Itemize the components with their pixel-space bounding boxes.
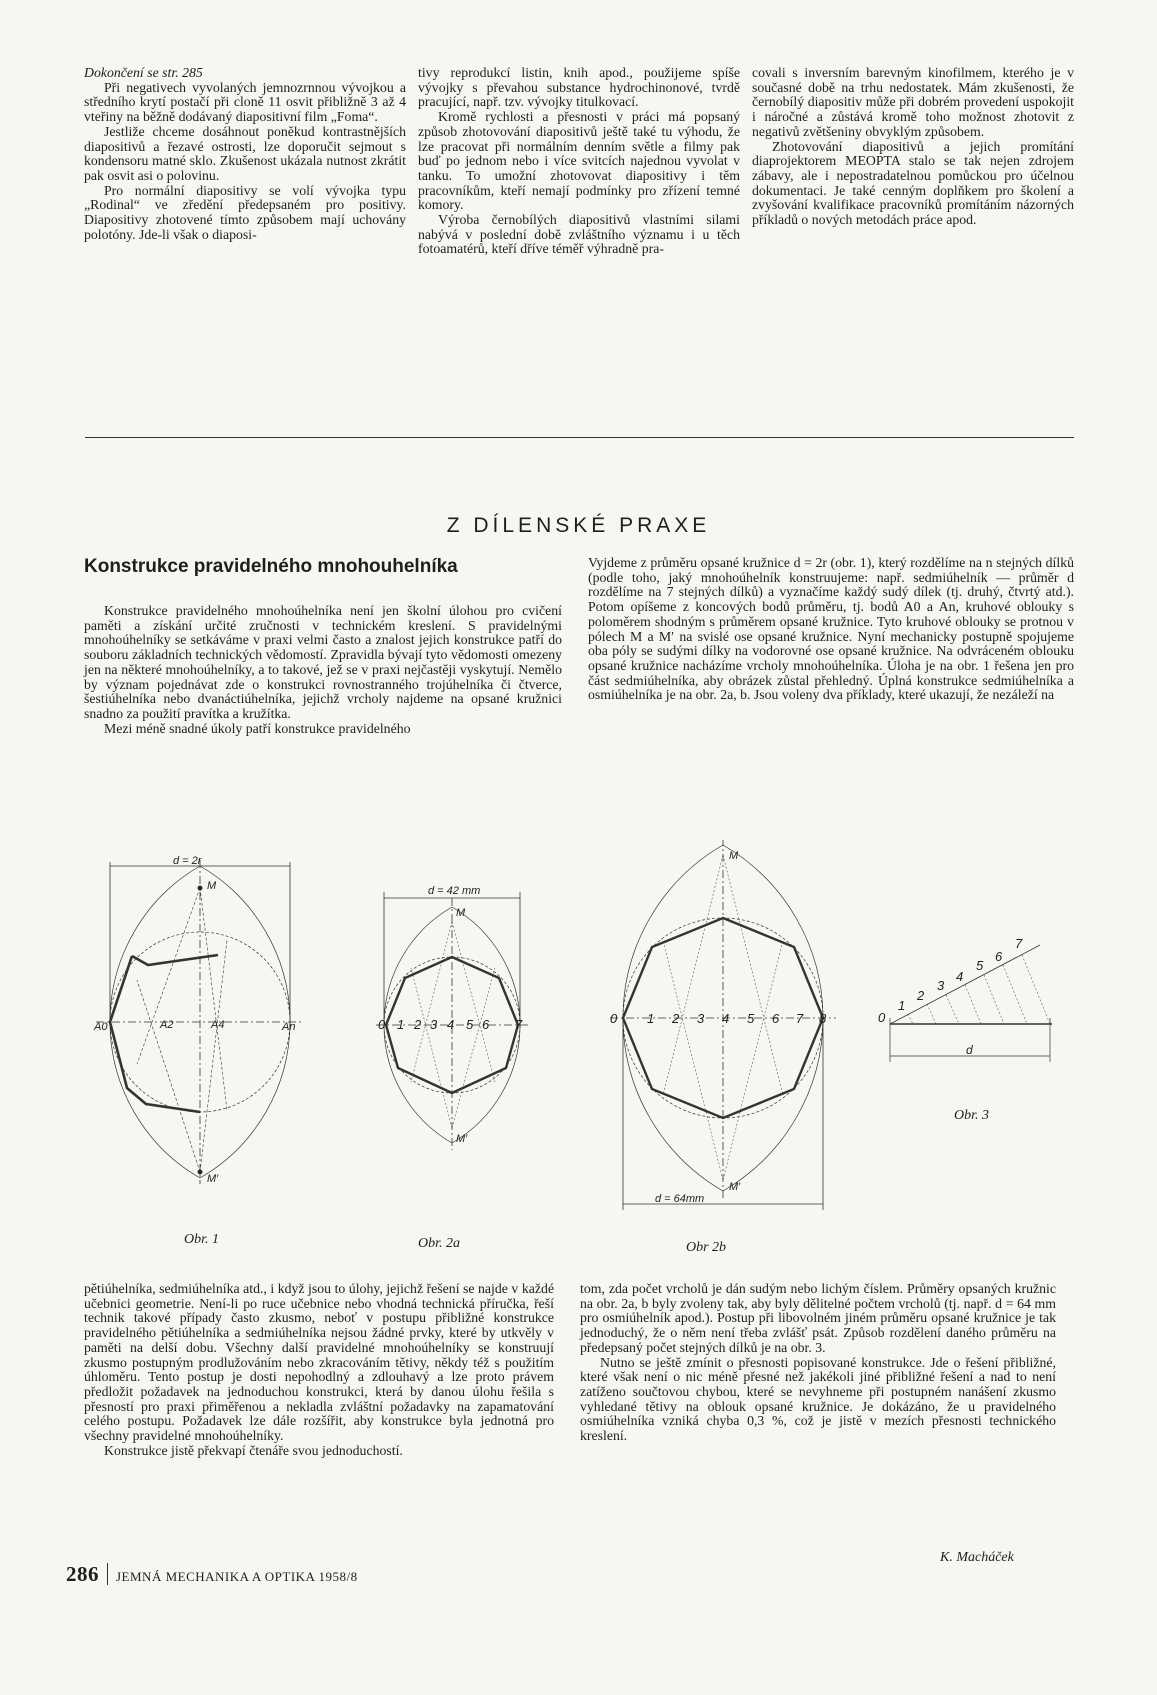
- fig2a-d-label: d = 42 mm: [428, 885, 481, 897]
- article-left-bottom: [84, 1282, 554, 1458]
- caption-fig1: Obr. 1: [184, 1232, 220, 1247]
- fig2b-num: 5: [747, 1011, 755, 1026]
- figure-1: [96, 860, 304, 1184]
- paragraph: Konstrukce jistě překvapí čtenáře svou jednoduchostí.: [104, 1442, 403, 1458]
- fig2a-num: 6: [482, 1017, 490, 1032]
- fig2b-num: 2: [672, 1011, 680, 1026]
- fig2b-num: 3: [697, 1011, 705, 1026]
- fig1-pole-m: M: [207, 880, 217, 892]
- fig2b-num: 1: [647, 1011, 655, 1026]
- author-signature: K. Macháček: [940, 1550, 1014, 1565]
- fig2a-num: 1: [397, 1017, 405, 1032]
- paragraph: Nutno se ještě zmínit o přesnosti popisované konstrukce. Jde o řešení přibližné, které však není o nic méně přesné než jakékoli jiné přibližné řešení a nad to není zatíženo součtovou chybou, které se nevyhneme při postupném nanášení zkusmo vyhledané tětivy na oblouk opsané kružnice. Je dokázáno, že u pravidelného osmiúhelníka vzniká chyba 0,3 %, což je jistě v mezích přesnosti technického kreslení.: [580, 1354, 1056, 1444]
- fig2a-num: 7: [515, 1017, 523, 1032]
- fig1-d-label: d = 2r: [173, 855, 202, 867]
- paragraph: Při negativech vyvolaných jemnozrnnou vývojkou a středního krytí postačí při cloně 11 osvit přibližně 3 až 4 vteřiny na běžně dodávaný diapositivní film „Foma“.: [84, 79, 406, 125]
- fig2b-num: 7: [796, 1011, 804, 1026]
- fig2a-num: 2: [414, 1017, 422, 1032]
- fig3-num: 2: [917, 988, 925, 1003]
- fig3-num: 7: [1015, 936, 1023, 951]
- fig2b-d-label: d = 64mm: [655, 1193, 705, 1205]
- paragraph: Výroba černobílých diapositivů vlastními silami nabývá v poslední době zvláštního významu i u těch fotoamatérů, kteří dříve téměř výhradně pra-: [418, 212, 740, 257]
- article-left-top: [84, 604, 562, 736]
- paragraph: Pro normální diapositivy se volí vývojka typu „Rodinal“ ve zředění předepsaném pro positivy. Diapositivy zhotovené tímto způsobem mají uchovány polotóny. Jde-li však o diaposi-: [84, 182, 406, 242]
- footer-divider: [107, 1563, 108, 1585]
- journal-name: JEMNÁ MECHANIKA A OPTIKA 1958/8: [116, 1569, 358, 1584]
- paragraph: tivy reprodukcí listin, knih apod., použijeme spíše vývojky s převahou substance hydrochinonové, tvrdě pracující, např. tzv. vývojky titulkovací.: [418, 65, 740, 110]
- fig2a-divisions: [378, 1017, 523, 1032]
- paragraph: Kromě rychlosti a přesnosti v práci má popsaný způsob zhotovování diapositivů ještě také tu výhodu, že lze pracovat při normálním denním světle a filmy pak buď po jednom nebo i více svitcích najednou vyvolat v tanku. To umožní zhotovovat diapositivy i těm pracovníkům, kteří nemají podmínky pro zřízení temné komory.: [418, 109, 740, 213]
- fig2b-pole-m: M: [729, 850, 739, 862]
- fig1-a2: A2: [160, 1019, 174, 1031]
- top-column-3: [752, 66, 1074, 228]
- fig3-num: 4: [956, 969, 964, 984]
- paragraph: Mezi méně snadné úkoly patří konstrukce pravidelného: [104, 720, 411, 736]
- fig2a-pole-m2: M′: [456, 1133, 468, 1145]
- fig2a-pole-m: M: [456, 907, 466, 919]
- fig2a-num: 0: [378, 1017, 386, 1032]
- caption-fig3: Obr. 3: [954, 1108, 990, 1123]
- fig3-num: 0: [878, 1010, 886, 1025]
- article-right-top: [588, 556, 1074, 703]
- page-footer: [66, 1562, 358, 1587]
- caption-fig2a: Obr. 2a: [418, 1236, 461, 1251]
- fig2b-num: 0: [610, 1011, 618, 1026]
- paragraph: pětiúhelníka, sedmiúhelníka atd., i když jsou to úlohy, jejichž řešení se najde v každé učebnici geometrie. Není-li po ruce učebnice nebo vhodná technická příručka, řeší technik takové případy často zkusmo, neboť v postupu přibližné konstrukce pravidelného pětiúhelníka a sedmiúhelníka nejsou žádné prvky, které by utkvěly v paměti na delší dobu. Všechny další pravidelné mnohoúhelníky se konstruují zkusmo postupným prodlužováním nebo zkracováním tětivy, někdy též s použitím úhloměru. Tento postup je dosti nepohodlný a zdlouhavý a lze proto právem předložit požadavek na jednoduchou konstrukci, která by danou úlohu řešila s přesností pro praxi přiměřenou a nekladla zvláštní požadavky na zapamatování celého postupu. Požadavek lze dále rozšířit, aby konstrukce byla jednotná pro všechny pravidelné mnohoúhelníky.: [84, 1281, 554, 1444]
- paragraph: covali s inversním barevným kinofilmem, kterého je v současné době na trhu nedostatek. Mám zkušenosti, že černobílý diapositiv může při dobrém provedení uspokojit i náročné a zůstává kromě toho možnost zhotovit z negativů zvětšeniny obvyklým způsobem.: [752, 65, 1074, 139]
- fig2b-num: 4: [722, 1011, 730, 1026]
- fig2a-num: 3: [430, 1017, 438, 1032]
- top-column-2: [418, 66, 740, 257]
- separator-rule: [85, 437, 1074, 438]
- fig1-a0: A0: [94, 1021, 108, 1033]
- fig3-num: 1: [898, 998, 906, 1013]
- fig1-pole-m2: M′: [207, 1173, 219, 1185]
- article-title: Konstrukce pravidelného mnohouhelníka: [84, 556, 458, 577]
- paragraph: Zhotovování diapositivů a jejich promítání diaprojektorem MEOPTA stalo se tak nejen zdrojem zábavy, ale i nepostradatelnou pomůckou pro účelnou dokumentaci. Je také cenným doplňkem pro školení a zvyšování kvalifikace pracovníků promítáním názorných příkladů o nových metodách práce apod.: [752, 138, 1074, 228]
- fig1-an: An: [282, 1021, 296, 1033]
- top-column-1: [84, 66, 406, 242]
- page-number: 286: [66, 1562, 99, 1586]
- fig3-d-label: d: [966, 1043, 973, 1057]
- paragraph: tom, zda počet vrcholů je dán sudým nebo lichým číslem. Průměry opsaných kružnic na obr. 2a, b byly zvoleny tak, aby byly dělitelné počtem vrcholů (tj. např. d = 64 mm pro osmiúhelník apod.). Postup při libovolném jiném průměru opsané kružnice je tak jednoduchý, že o něm není třeba zvlášť psát. Způsob rozdělení daného průměru na předepsaný počet stejných dílků je na obr. 3.: [580, 1281, 1056, 1355]
- fig3-num: 5: [976, 958, 984, 973]
- fig3-divisions: [878, 936, 1023, 1025]
- figures-area: [0, 840, 1157, 1260]
- caption-fig2b: Obr 2b: [686, 1240, 727, 1255]
- paragraph: Jestliže chceme dosáhnout poněkud kontrastnějších diapositivů a řezavé ostrosti, lze doporučit sejmout s kondensoru matné sklo. Zkušenost ukázala nutnost zkrátit pak osvit asi o polovinu.: [84, 123, 406, 183]
- fig2a-num: 5: [466, 1017, 474, 1032]
- paragraph: Konstrukce pravidelného mnohoúhelníka není jen školní úlohou pro cvičení paměti a získání určité zručnosti v technickém kreslení. S pravidelnými mnohoúhelníky se setkáváme v praxi velmi často a znalost jejich konstrukce patří do souboru základních technických vědomostí. Zpravidla bývají tyto vědomosti omezeny jen na některé mnohoúhelníky, a to takové, jež se v praxi nejčastěji vyskytují. Nemělo by význam pojednávat zde o konstrukci rovnostranného trojúhelníka či čtverce, šestiúhelníka nebo dvanáctiúhelníka, jejichž vrcholy najdeme na opsané kružnici snadno za použití pravítka a kružítka.: [84, 603, 562, 721]
- section-title: Z DÍLENSKÉ PRAXE: [446, 514, 711, 537]
- fig2a-num: 4: [447, 1017, 455, 1032]
- continued-note: Dokončení se str. 285: [84, 65, 203, 80]
- fig2b-pole-m2: M′: [729, 1181, 741, 1193]
- fig2b-num: 8: [819, 1011, 827, 1026]
- fig2b-divisions: [610, 1011, 827, 1026]
- fig2b-num: 6: [772, 1011, 780, 1026]
- fig3-num: 6: [995, 949, 1003, 964]
- fig3-num: 3: [937, 978, 945, 993]
- fig1-a4: A4: [211, 1019, 225, 1031]
- article-right-bottom: [580, 1282, 1056, 1444]
- paragraph: Vyjdeme z průměru opsané kružnice d = 2r (obr. 1), který rozdělíme na n stejných dílků (podle toho, jaký mnohoúhelník konstruujeme: např. sedmiúhelník — průměr d rozdělíme na 7 stejných dílků) a vyznačíme každý sudý dílek (tj. druhý, čtvrtý atd.). Potom opíšeme z koncových bodů průměru, tj. bodů A0 a An, kruhové oblouky s poloměrem shodným s průměrem opsané kružnice. Tyto kruhové oblouky se protnou v pólech M a M′ na svislé ose opsané kružnice. Nyní mechanicky postupně spojujeme oba póly se sudými dílky na vodorovné ose opsané kružnice. Na odvráceném oblouku opsané kružnice nacházíme vrcholy mnohoúhelníka. Úloha je na obr. 1 řešena jen pro část sedmiúhelníka, aby obrázek zůstal přehledný. Úplná konstrukce sedmiúhelníka a osmiúhelníka je na obr. 2a, b. Jsou voleny dva příklady, které ukazují, že nezáleží na: [588, 555, 1074, 703]
